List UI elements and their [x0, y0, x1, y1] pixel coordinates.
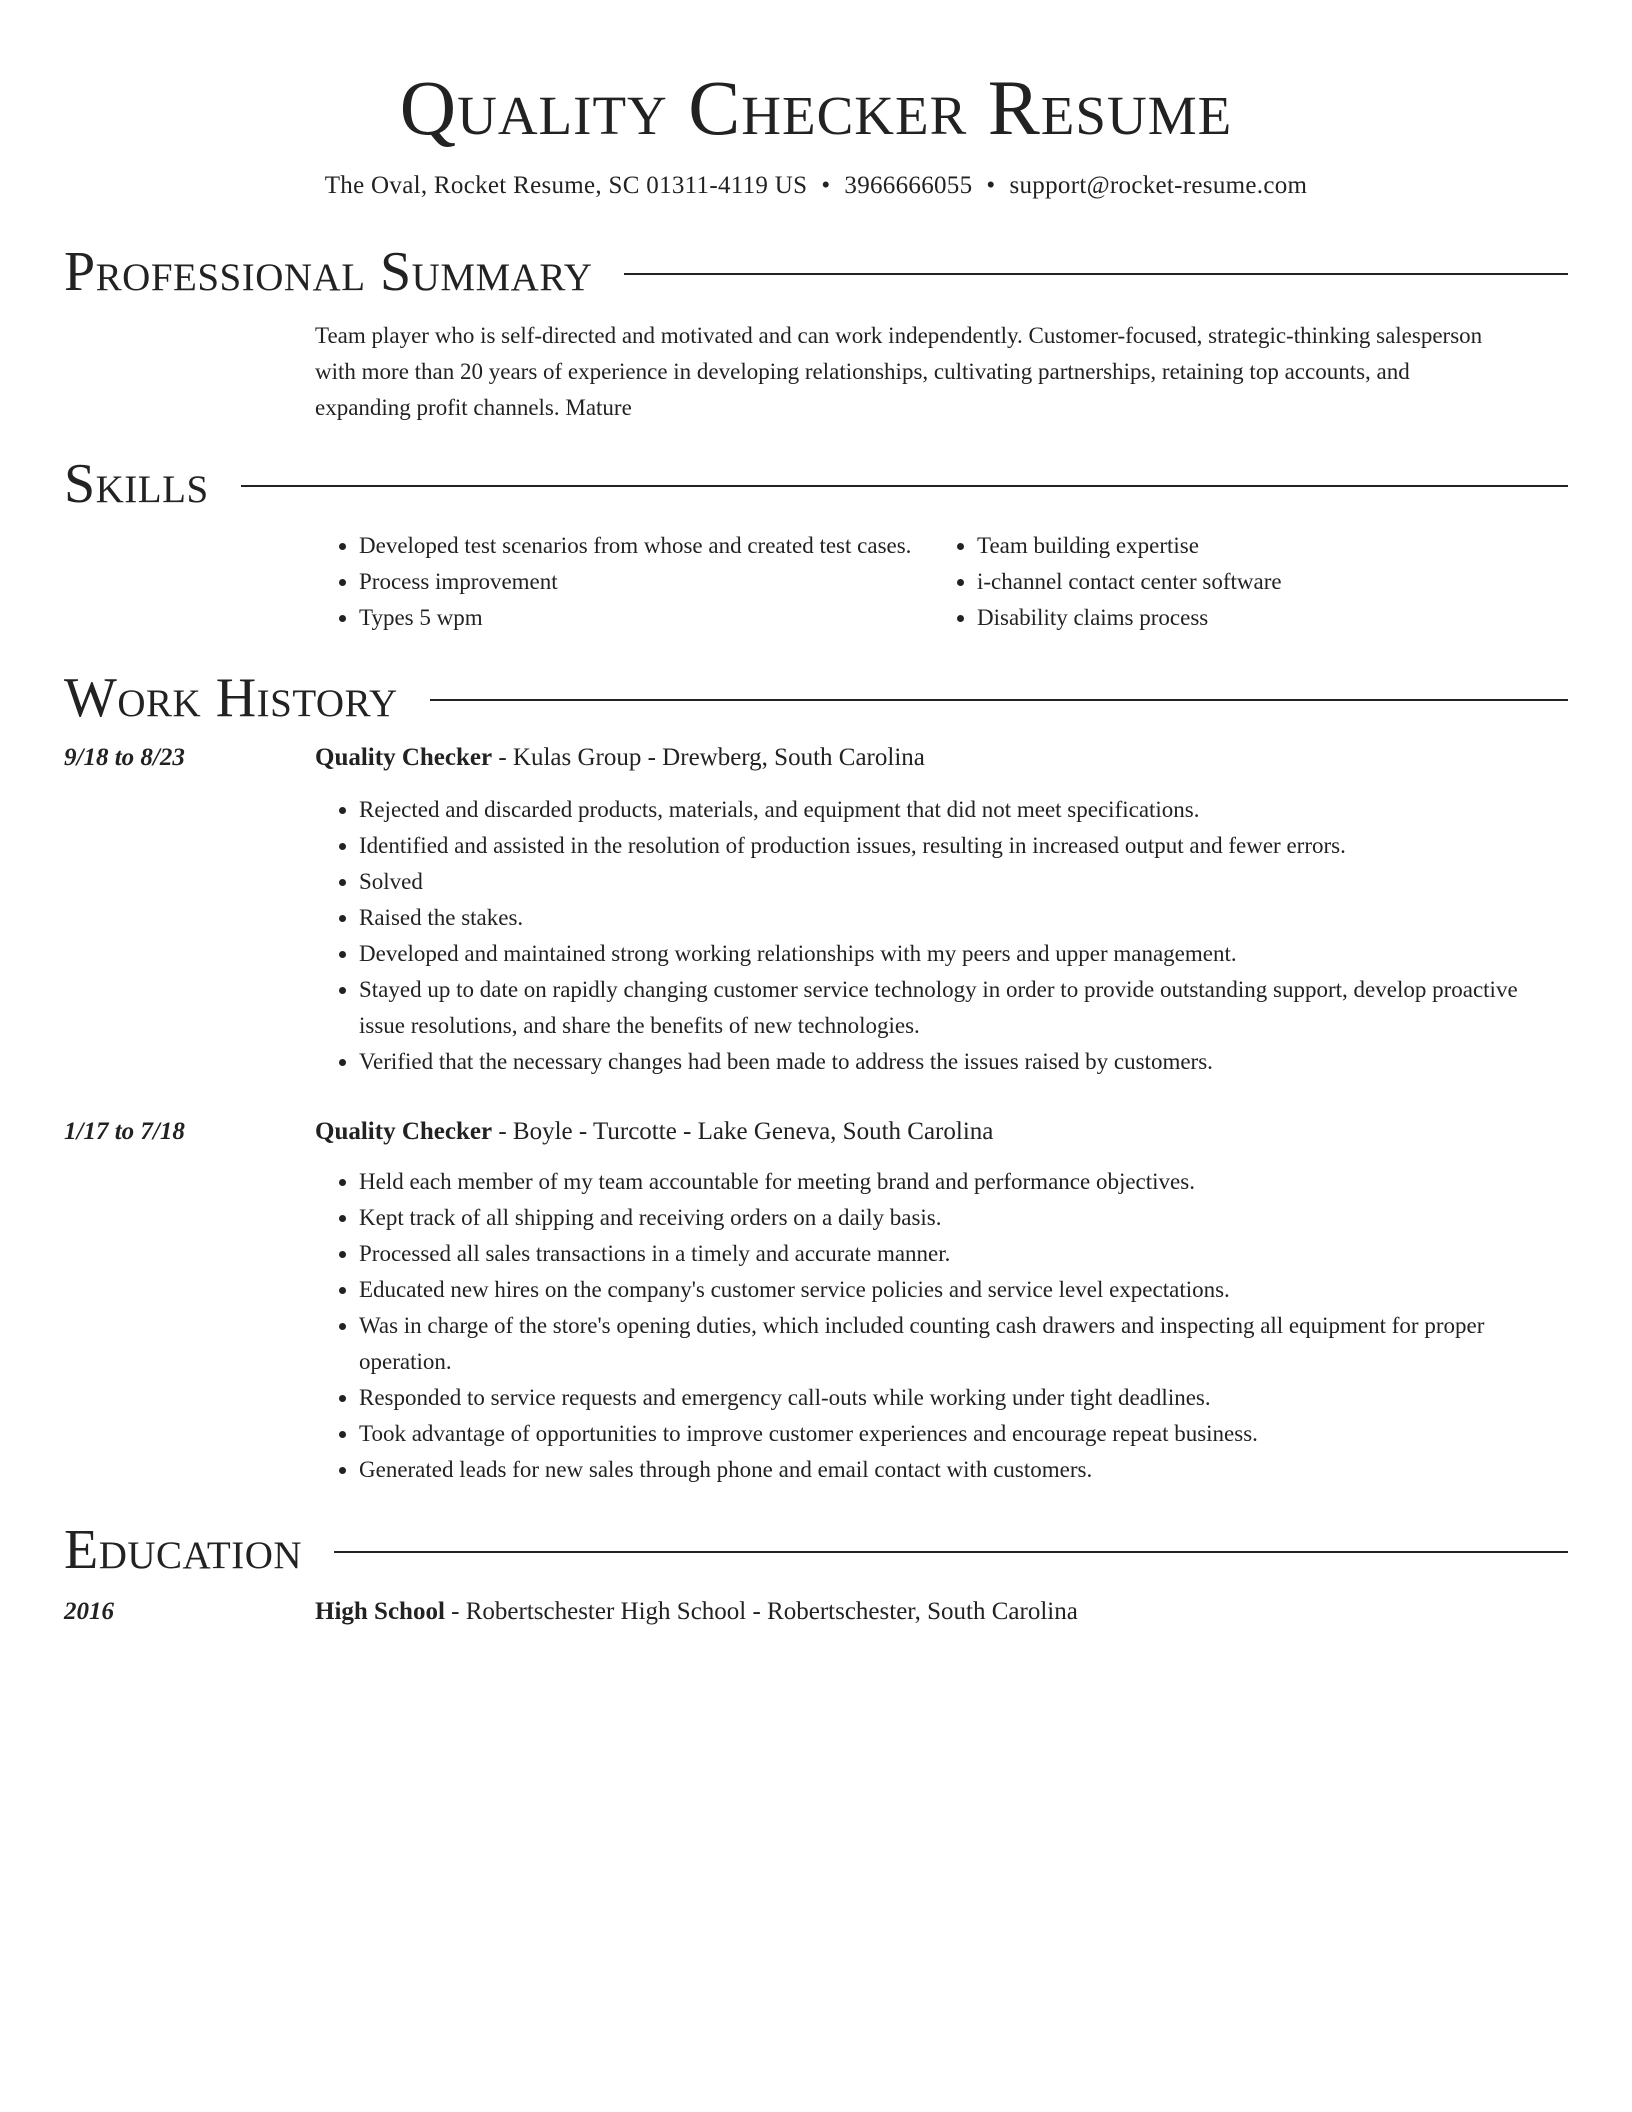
contact-address: The Oval, Rocket Resume, SC 01311-4119 US: [324, 172, 808, 199]
skills-column-right: [933, 528, 1551, 636]
contact-line: [64, 170, 1568, 202]
job-bullet: • Developed and maintained strong working relationships with my peers and upper management.: [359, 936, 1568, 972]
job-entry: [64, 1114, 1568, 1488]
skill-item: • Team building expertise: [977, 528, 1551, 564]
skills-section-header: [64, 448, 1568, 520]
job-bullet: • Generated leads for new sales through phone and email contact with customers.: [359, 1452, 1568, 1488]
job-bullet: • Identified and assisted in the resolution of production issues, resulting in increased output and fewer errors.: [359, 828, 1568, 864]
job-bullets: [315, 792, 1568, 1080]
contact-separator: •: [986, 172, 996, 199]
resume-page: [64, 0, 1568, 1630]
job-bullet: • Verified that the necessary changes had been made to address the issues raised by customers.: [359, 1044, 1568, 1080]
education-entry: [64, 1594, 1568, 1630]
job-role: Quality Checker: [315, 744, 493, 771]
education-section-header: [64, 1514, 1568, 1586]
section-divider: [624, 273, 1568, 275]
job-bullet: • Responded to service requests and emergency call-outs while working under tight deadlines.: [359, 1380, 1568, 1416]
skill-item: • Types 5 wpm: [359, 600, 933, 636]
skill-item: • Disability claims process: [977, 600, 1551, 636]
education-year: 2016: [64, 1598, 114, 1625]
education-degree: High School: [315, 1598, 445, 1625]
job-bullet: • Stayed up to date on rapidly changing customer service technology in order to provide outstanding support, develop proactive issue resolutions, and share the benefits of new technologies.: [359, 972, 1568, 1044]
job-dates: 1/17 to 7/18: [64, 1118, 185, 1145]
job-bullet: • Was in charge of the store's opening duties, which included counting cash drawers and inspecting all equipment for proper operation.: [359, 1308, 1568, 1380]
job-bullet: • Took advantage of opportunities to improve customer experiences and encourage repeat business.: [359, 1416, 1568, 1452]
job-entry: [64, 740, 1568, 1080]
summary-section-title: Professional Summary: [64, 241, 593, 303]
job-bullet: • Kept track of all shipping and receiving orders on a daily basis.: [359, 1200, 1568, 1236]
job-bullet: • Rejected and discarded products, materials, and equipment that did not meet specifications.: [359, 792, 1568, 828]
resume-title: Quality Checker Resume: [399, 64, 1233, 151]
section-divider: [241, 485, 1568, 487]
job-bullet: • Raised the stakes.: [359, 900, 1568, 936]
section-divider: [334, 1551, 1568, 1553]
skill-item: • i-channel contact center software: [977, 564, 1551, 600]
skill-item: • Process improvement: [359, 564, 933, 600]
skill-item: • Developed test scenarios from whose and created test cases.: [359, 528, 933, 564]
job-bullet: • Educated new hires on the company's customer service policies and service level expectations.: [359, 1272, 1568, 1308]
education-school: - Robertschester High School - Robertschester, South Carolina: [444, 1598, 1078, 1625]
job-bullets: [315, 1164, 1568, 1488]
work-section-header: [64, 662, 1568, 734]
summary-section-header: [64, 236, 1568, 308]
skills-section-title: Skills: [64, 453, 209, 515]
contact-separator: •: [821, 172, 831, 199]
job-employer: - Kulas Group - Drewberg, South Carolina: [492, 744, 925, 771]
education-line: [315, 1594, 1078, 1630]
job-title-line: [315, 1114, 993, 1150]
job-title-line: [315, 740, 925, 776]
skills-column-left: [315, 528, 933, 636]
section-divider: [430, 699, 1568, 701]
job-dates: 9/18 to 8/23: [64, 744, 185, 771]
job-bullet: • Processed all sales transactions in a timely and accurate manner.: [359, 1236, 1568, 1272]
job-bullet: • Solved: [359, 864, 1568, 900]
job-bullet: • Held each member of my team accountable for meeting brand and performance objectives.: [359, 1164, 1568, 1200]
work-section-title: Work History: [64, 667, 398, 729]
education-section-title: Education: [64, 1519, 303, 1581]
contact-phone: 3966666055: [844, 172, 973, 199]
job-employer: - Boyle - Turcotte - Lake Geneva, South Carolina: [492, 1118, 994, 1145]
contact-email: support@rocket-resume.com: [1009, 172, 1308, 199]
summary-text: Team player who is self-directed and motivated and can work independently. Customer-focused, strategic-thinking salesperson with more than 20 years of experience in developing relationships, cultivating partnerships, retaining top accounts, and expanding profit channels. Mature: [315, 323, 1483, 420]
job-role: Quality Checker: [315, 1118, 493, 1145]
skills-list: [315, 528, 1568, 636]
